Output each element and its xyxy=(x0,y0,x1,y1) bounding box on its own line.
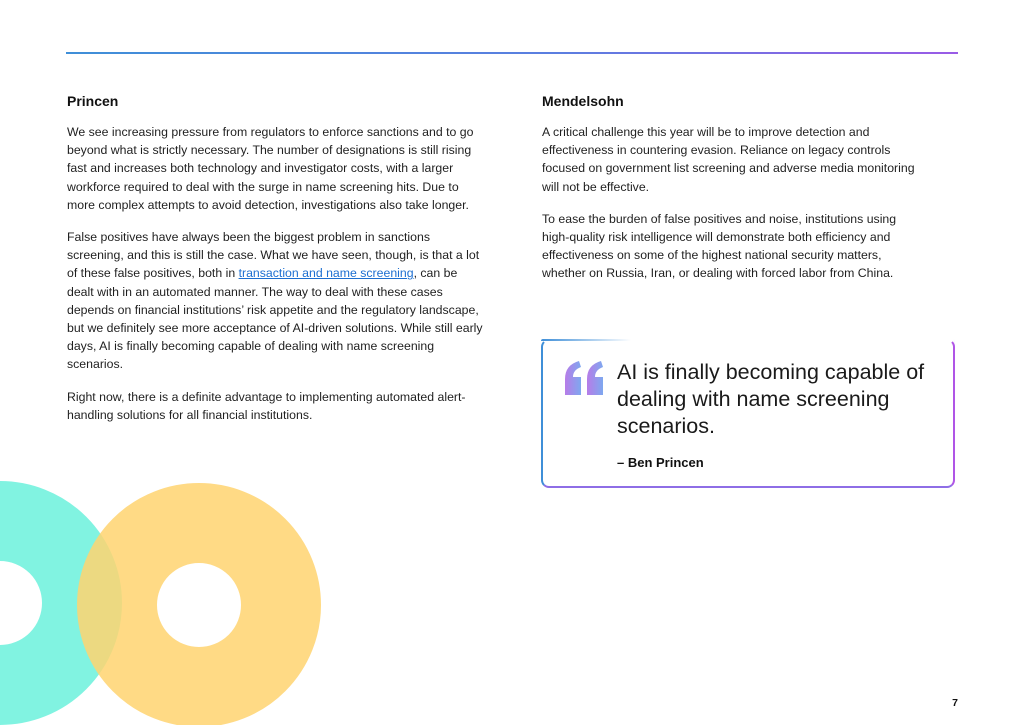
princen-column xyxy=(67,92,487,438)
paragraph-2-text-after-link: , can be dealt with in an automated manner. The way to deal with these cases depends on financial institutions’ risk appetite and the regulatory landscape, but we definitely see more acceptance of AI-driven solutions. While still early days, AI is finally becoming capable of dealing with name screening scenarios. xyxy=(67,266,483,372)
quotation-mark-icon xyxy=(563,359,607,395)
yellow-ring xyxy=(117,523,281,687)
pull-quote-box xyxy=(541,339,955,488)
mendelsohn-paragraph-2: To ease the burden of false positives and noise, institutions using high-quality risk intelligence will demonstrate both efficiency and effectiveness on some of the highest national security matters, whether on Russia, Iran, or dealing with forced labor from China. xyxy=(542,211,897,281)
teal-ring xyxy=(0,521,82,685)
princen-paragraph-2 xyxy=(67,228,487,374)
page-number: 7 xyxy=(952,697,958,709)
princen-paragraph-3: Right now, there is a definite advantage to implementing automated alert-handling solutions for all financial institutions. xyxy=(67,389,466,422)
quote-author: – Ben Princen xyxy=(617,455,704,470)
paragraph-2-text-before-link: False positives have always been the biggest problem in sanctions screening, and this is still the case. What we have seen, though, is that a lot of these false positives, both in xyxy=(67,230,480,281)
princen-paragraph-1: We see increasing pressure from regulators to enforce sanctions and to go beyond what is strictly necessary. The number of designations is still rising fast and increases both technology and investigator costs, with a larger workforce required to deal with the surge in name screening hits. Due to more complex attempts to avoid detection, investigations also take longer. xyxy=(67,125,474,212)
transaction-name-screening-link[interactable]: transaction and name screening xyxy=(238,266,414,281)
mendelsohn-paragraph-1: A critical challenge this year will be to improve detection and effectiveness in countering evasion. Reliance on legacy controls focused on government list screening and adverse media monitoring will not be effective. xyxy=(542,125,915,194)
quote-text: AI is finally becoming capable of dealing with name screening scenarios. xyxy=(617,360,925,438)
top-divider-rule xyxy=(66,52,958,54)
princen-heading: Princen xyxy=(67,93,119,109)
mendelsohn-heading: Mendelsohn xyxy=(542,93,624,109)
mendelsohn-column xyxy=(542,92,922,297)
